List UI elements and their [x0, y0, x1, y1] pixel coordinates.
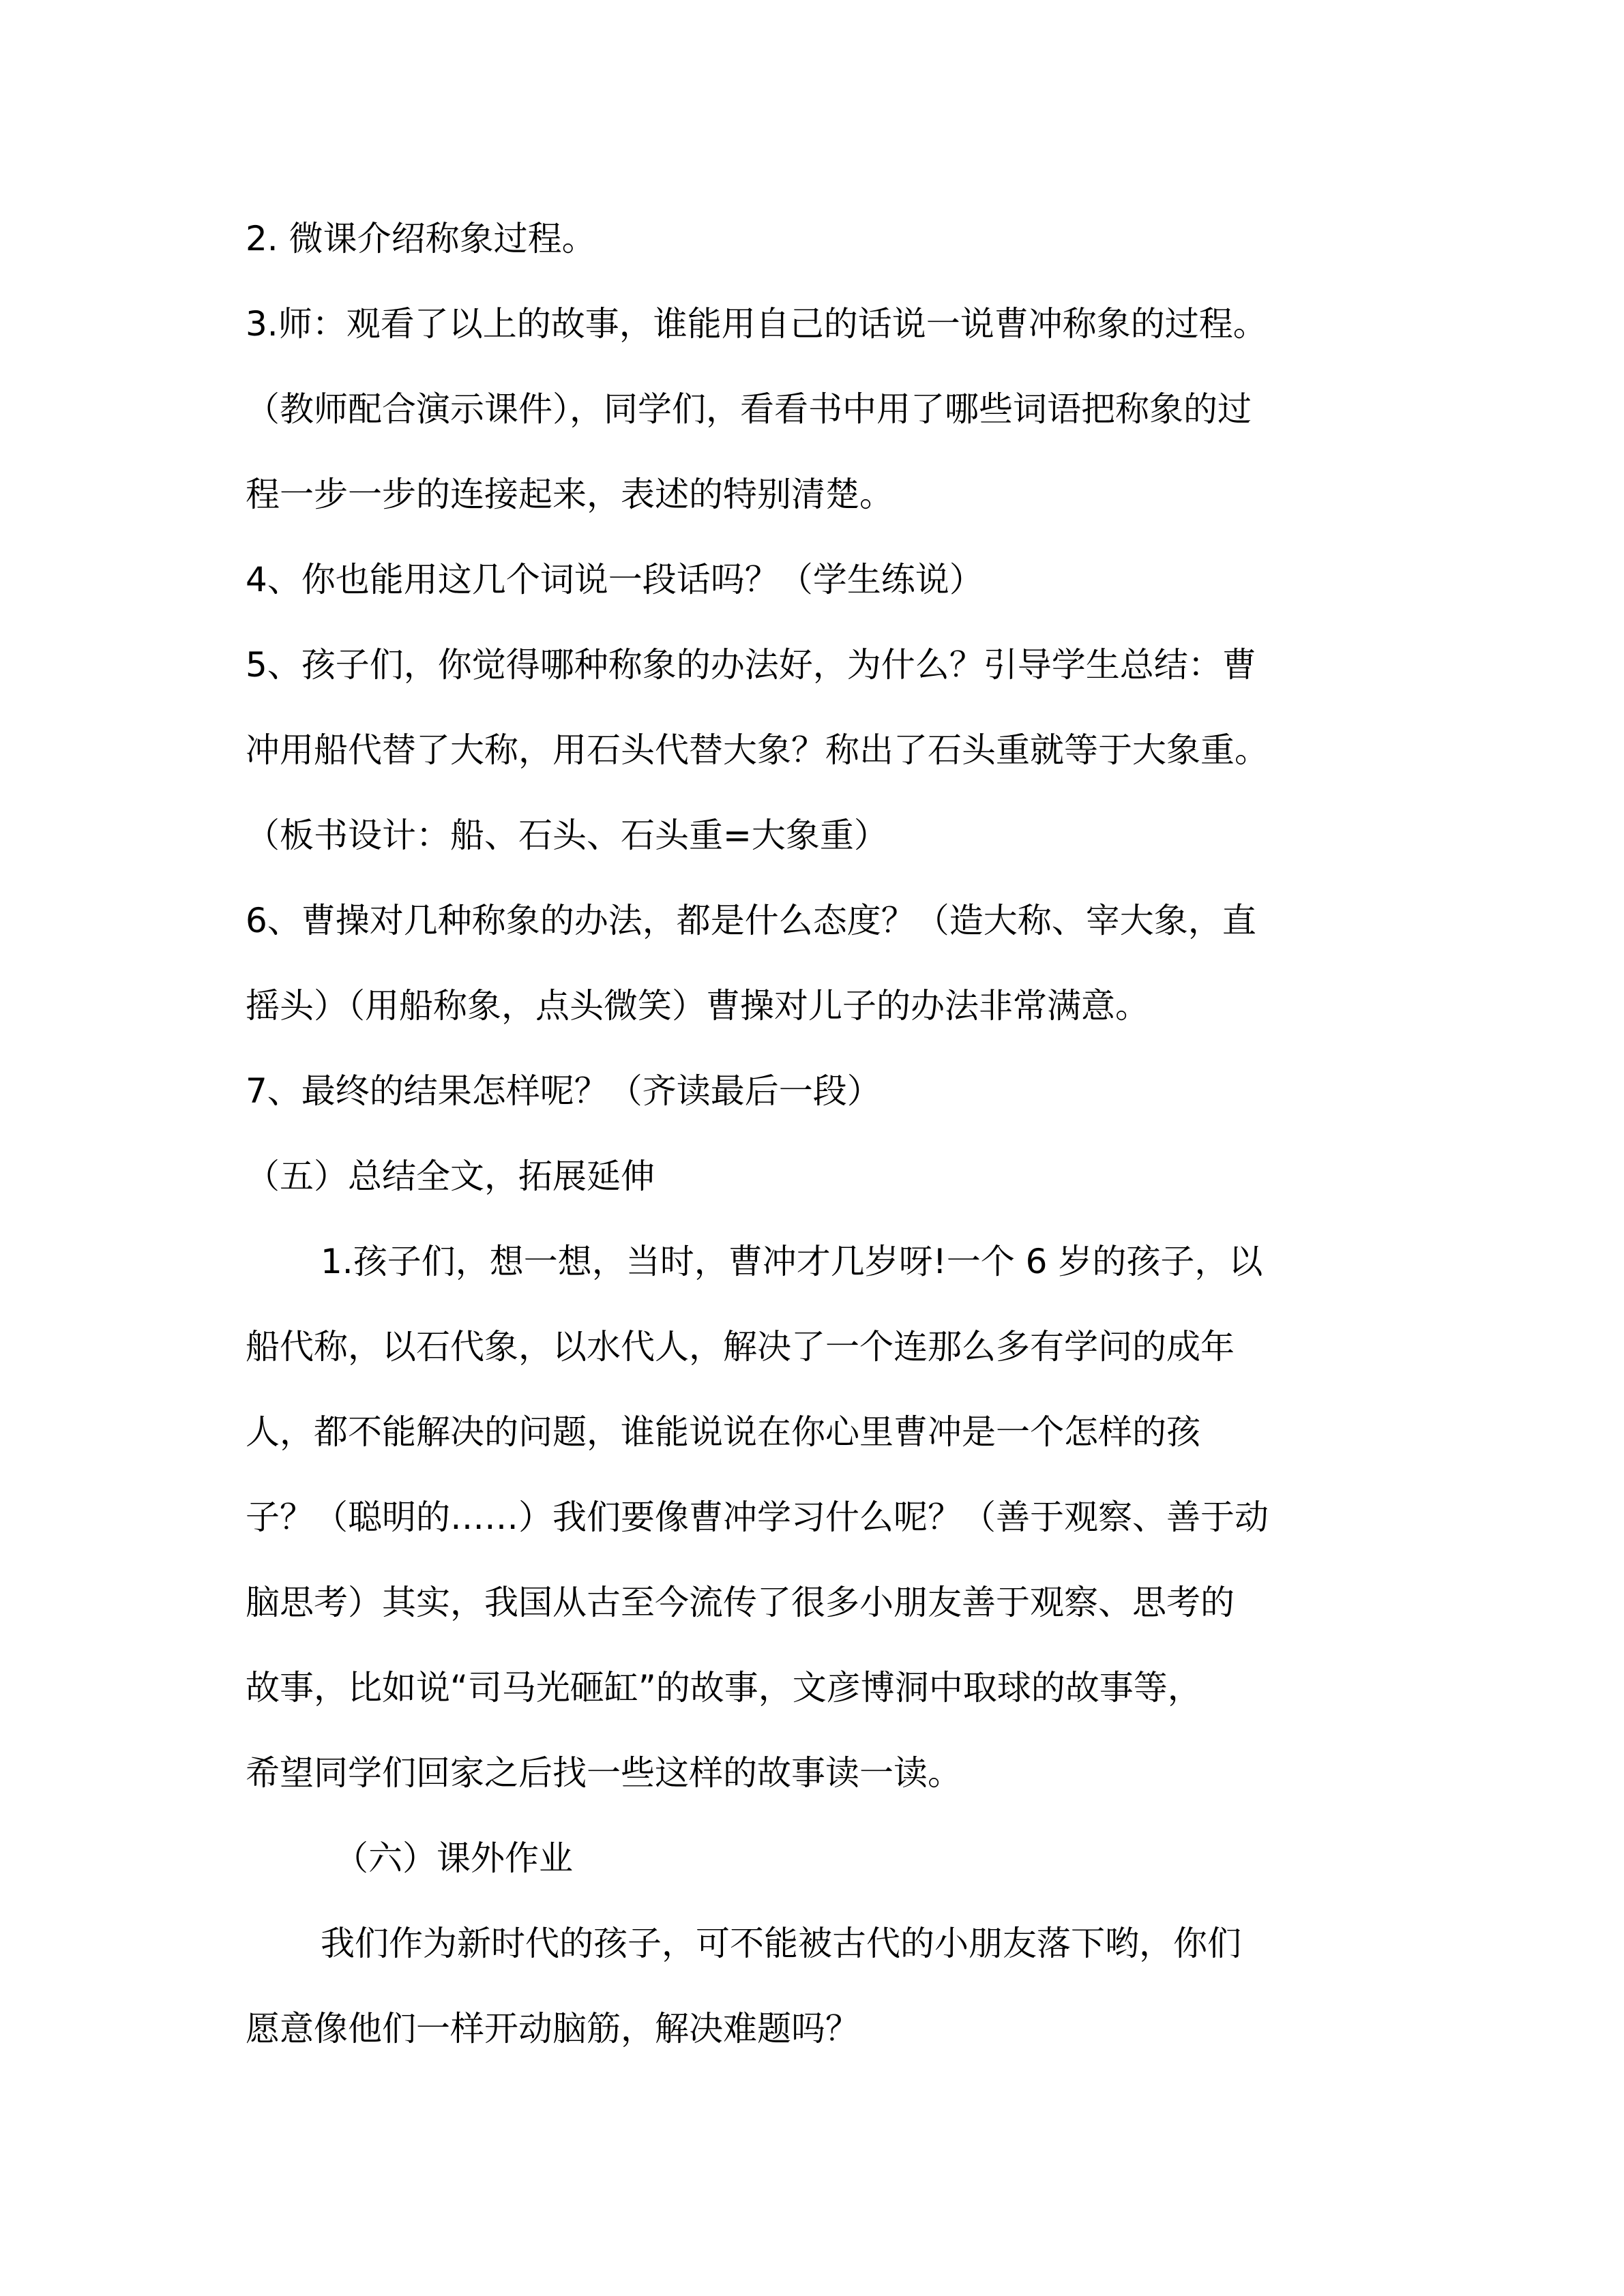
text-line: 脑思考）其实，我国从古至今流传了很多小朋友善于观察、思考的 — [246, 1583, 1235, 1622]
text-line: 5、孩子们，你觉得哪种称象的办法好，为什么？引导学生总结：曹 — [246, 645, 1256, 685]
text-line: 故事，比如说“司马光砸缸”的故事，文彦博洞中取球的故事等， — [246, 1668, 1202, 1708]
text-line: 人，都不能解决的问题，谁能说说在你心里曹冲是一个怎样的孩 — [246, 1412, 1200, 1452]
text-line: 1.孩子们，想一想，当时，曹冲才几岁呀!一个 6 岁的孩子，以 — [321, 1242, 1263, 1281]
text-line: 摇头）（用船称象，点头微笑）曹操对儿子的办法非常满意。 — [246, 986, 1149, 1026]
text-line: 船代称，以石代象，以水代人，解决了一个连那么多有学问的成年 — [246, 1327, 1235, 1367]
text-line: 愿意像他们一样开动脑筋，解决难题吗？ — [246, 2009, 859, 2048]
text-line: 7、最终的结果怎样呢？（齐读最后一段） — [246, 1071, 881, 1111]
text-line: 3.师：观看了以上的故事，谁能用自己的话说一说曹冲称象的过程。 — [246, 304, 1267, 344]
text-line: 希望同学们回家之后找一些这样的故事读一读。 — [246, 1753, 962, 1793]
section-heading: （六）课外作业 — [334, 1838, 573, 1878]
text-line: 程一步一步的连接起来，表述的特别清楚。 — [246, 475, 894, 514]
text-line: 子？（聪明的……）我们要像曹冲学习什么呢？（善于观察、善于动 — [246, 1497, 1269, 1537]
text-line: 冲用船代替了大称，用石头代替大象？称出了石头重就等于大象重。 — [246, 730, 1269, 770]
text-line: 4、你也能用这几个词说一段话吗？（学生练说） — [246, 560, 984, 599]
text-line: 2. 微课介绍称象过程。 — [246, 219, 596, 258]
text-line: （板书设计：船、石头、石头重=大象重） — [246, 816, 888, 855]
text-line: （教师配合演示课件），同学们，看看书中用了哪些词语把称象的过 — [246, 389, 1252, 429]
text-line: 我们作为新时代的孩子，可不能被古代的小朋友落下哟，你们 — [321, 1924, 1241, 1963]
section-heading: （五）总结全文，拓展延伸 — [246, 1157, 655, 1196]
text-line: 6、曹操对几种称象的办法，都是什么态度？（造大称、宰大象，直 — [246, 901, 1256, 940]
